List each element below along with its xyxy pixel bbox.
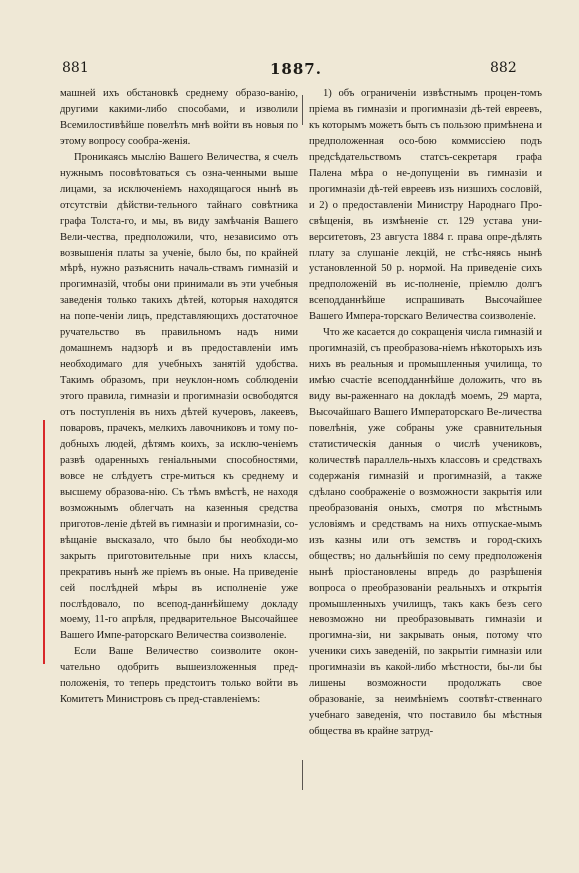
paragraph: Если Ваше Величество соизволите окон-чательно одобрить вышеизложенныя пред-положенія, то теперь предстоитъ только войти въ Комитетъ Министровъ съ пред-ставленіемъ: bbox=[60, 646, 298, 706]
column-divider bbox=[302, 95, 303, 125]
year-heading: 1887. bbox=[270, 60, 322, 78]
left-column bbox=[60, 86, 298, 708]
margin-red-mark bbox=[43, 420, 45, 664]
column-divider-lower bbox=[302, 760, 303, 790]
page-number-left: 881 bbox=[62, 60, 89, 76]
paragraph: Что же касается до сокращенія числа гимназій и прогимназій, съ преобразова-ніемъ нѣкоторыхъ изъ нихъ въ реальныя и промышленныя училища, то имѣю счастіе всеподданнѣйше доложить, что въ виду вы-раженнаго на докладѣ моемъ, 29 марта, Высочайшаго Вашего Императорскаго Ве-личества повелѣнія, уже собраны уже сравнительныя статистическія данныя о числѣ учениковъ, количествѣ параллель-ныхъ классовъ и средствахъ содержанія гимназій и прогимназій, а также сдѣлано соображеніе о возможности закрытія или преобразованія оныхъ, смотря по мѣстнымъ условіямъ и средствамъ на нихъ отпускае-мымъ изъ казны или отъ земствъ и город-скихъ обществъ; но дальнѣйшія по сему предположенія нынѣ пріостановлены впредь до разрѣшенія вопроса о преобразованіи реальныхъ и открытія промышленныхъ училищъ, такъ какъ безъ сего невозможно ни преобразовывать гимназіи и прогимна-зіи, ни закрывать оныя, потому что ученики сихъ заведеній, по закрытіи гимназіи или прогимназіи въ какой-либо мѣстности, бы-ли бы лишены возможности продолжать свое образованіе, за неимѣніемъ соотвѣт-ственнаго учебнаго заведенія, что поставило бы мѣстныя общества въ крайне затруд- bbox=[309, 327, 542, 738]
page-number-right: 882 bbox=[490, 60, 517, 76]
right-column bbox=[309, 86, 542, 740]
paragraph: 1) объ ограниченіи извѣстнымъ процен-томъ пріема въ гимназіи и прогимназіи дѣ-тей евреевъ, къ которымъ можетъ быть съ пользою примѣнена и предположенная осо-бою коммиссіею подъ предсѣдательствомъ статсъ-секретаря графа Палена мѣра о не-допущеніи въ гимназіи и прогимназіи дѣ-тей евреевъ изъ низшихъ сословій, и 2) о предоставленіи Министру Народнаго Про-свѣщенія, въ измѣненіе ст. 129 устава уни-верситетовъ, 23 августа 1884 г. права опре-дѣлять плату за слушаніе лекцій, не стѣс-няясь нынѣ установленной 50 р. нормой. На приведеніе сихъ предположеній въ ис-полненіе, пріемлю долгъ всеподданнѣйше испрашивать Высочайшее Вашего Импера-торскаго Величества соизволеніе. bbox=[309, 88, 542, 323]
paragraph: Проникаясь мыслію Вашего Величества, я счелъ нужнымъ посовѣтоваться съ озна-ченными выше лицами, за исключеніемъ находящагося нынѣ въ отсутствіи дѣйстви-тельного тайнаго совѣтника графа Толста-го, и мы, въ виду замѣчанія Вашего Вели-чества, предположили, что, независимо отъ возвышенія платы за ученіе, было бы, по крайней мѣрѣ, нужно разъяснить началь-ствамъ гимназій и прогимназій, чтобы они принимали въ эти учебныя заведенія только такихъ дѣтей, которыя находятся на попе-ченіи лицъ, представляющихъ достаточное ручательство въ правильномъ надъ ними домашнемъ надзорѣ и въ предоставленіи имъ необходимаго для учебныхъ занятій удобства. Такимъ образомъ, при неуклон-номъ соблюденіи этого правила, гимназіи и прогимназіи освободятся отъ поступленія въ нихъ дѣтей кучеровъ, лакеевъ, поваровъ, прачекъ, мелкихъ лавочниковъ и тому по-добныхъ людей, дѣтямъ коихъ, за исклю-ченіемъ развѣ одаренныхъ геніальными способностями, вовсе не слѣдуетъ стре-миться къ среднему и высшему образова-нію. Съ тѣмъ вмѣстѣ, не находя возможнымъ облегчать на казенныя средства приготов-леніе дѣтей въ гимназіи и прогимназіи, со-вѣщаніе высказало, что было бы необходи-мо закрыть приготовительные при нихъ классы, прекративъ нынѣ же пріемъ въ оные. На приведеніе сей послѣдней мѣры въ исполненіе уже послѣдовало, по всепод-даннѣйшему докладу моему, 11-го апрѣля, предварительное Высочайшее Вашего Импе-раторскаго Величества соизволеніе. bbox=[60, 151, 298, 642]
paragraph: машней ихъ обстановкѣ среднему образо-ванію, другими какими-либо способами, и изволили Всемилостивѣйше повелѣть мнѣ войти въ новыя по этому вопросу сообра-женія. bbox=[60, 88, 298, 147]
